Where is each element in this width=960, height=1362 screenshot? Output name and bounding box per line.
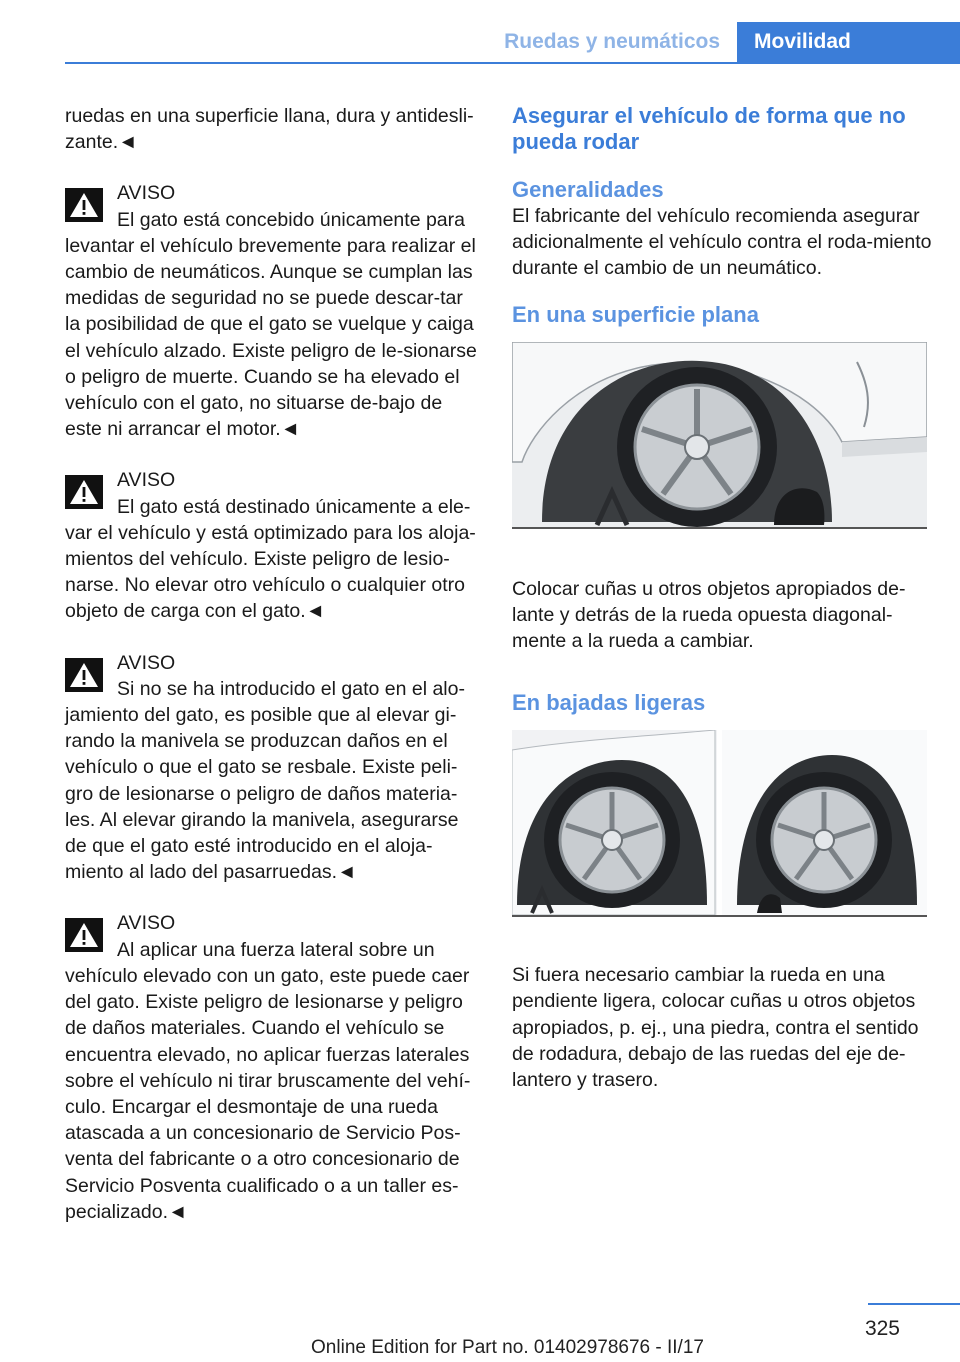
left-column [65,103,480,1225]
warning-block-2 [65,467,480,624]
generalidades-text: El fabricante del vehículo recomienda asegurar adicionalmente el vehículo contra el roda‐miento durante el cambio de un neumático. [512,205,932,280]
subheading-slope: En bajadas ligeras [512,690,706,716]
warning-icon [65,658,103,692]
warning-title: AVISO [117,912,176,935]
right-column [512,103,932,1093]
page-number: 325 [864,1317,900,1340]
warning-title: AVISO [117,469,176,492]
subheading-generalidades: Generalidades [512,177,664,202]
slope-text: Si fuera necesario cambiar la rueda en una pendiente ligera, colocar cuñas u otros objetos apropiados, p. ej., una piedra, contra el sentido de rodadura, debajo de las ruedas del eje de‐lantero y trasero. [512,964,919,1092]
warning-body: levantar el vehículo brevemente para realizar el cambio de neumáticos. Aunque se cumplan las medidas de seguridad no se puede descar‐tar la posibilidad de que el gato se vuelque y caiga el vehículo alzado. Existe peligro de le‐sionarse o peligro de muerte. Cuando se ha elevado el vehículo con el gato, no situarse de‐bajo de este ni arrancar el motor.◄ [65,234,477,441]
header-chapter-label: Movilidad [754,30,851,53]
slope-wheels-illustration [512,730,927,915]
warning-body: var el vehículo y está optimizado para los aloja‐mientos del vehículo. Existe peligro de lesio‐narse. No elevar otro vehículo o cualquier otro objeto de carga con el gato.◄ [65,521,476,623]
warning-icon [65,918,103,952]
header-rule [65,62,960,64]
intro-text: ruedas en una superficie llana, dura y antidesli‐zante.◄ [65,105,474,154]
edition-footer: Online Edition for Part no. 01402978676 - II/17 [311,1337,704,1358]
warning-icon [65,188,103,222]
car-wheel-illustration [512,342,927,527]
warning-body: vehículo elevado con un gato, este puede caer del gato. Existe peligro de lesionarse y peligro de daños materiales. Cuando el vehículo se encuentra elevado, no aplicar fuerzas laterales sobre el vehículo ni tirar bruscamente del vehí‐culo. Encargar el desmontaje de una rueda atascada a un concesionario de Servicio Pos‐venta del fabricante o a otro concesionario de Servicio Posventa cualificado o a un taller es‐pecializado.◄ [65,964,471,1223]
warning-first-line: Si no se ha introducido el gato en el alo‐ [117,677,465,700]
warning-title: AVISO [117,182,176,205]
figure-flat-surface [512,342,927,529]
warning-first-line: El gato está concebido únicamente para [117,208,465,231]
warning-body: jamiento del gato, es posible que al elevar gi‐rando la manivela se produzcan daños en el vehículo o que el gato se resbale. Existe peli‐gro de lesionarse o peligro de daños materia‐les. Al elevar girando la manivela, asegurarse de que el gato esté introducido en el aloja‐miento al lado del pasarruedas.◄ [65,704,459,884]
figure-slope [512,730,927,917]
header-section-title: Ruedas y neumáticos [504,30,720,53]
warning-first-line: Al aplicar una fuerza lateral sobre un [117,938,435,961]
flat-surface-text: Colocar cuñas u otros objetos apropiados de‐lante y detrás de la rueda opuesta diagonal‐mente a la rueda a cambiar. [512,577,906,653]
warning-block-1 [65,180,480,442]
header-chapter-tab [737,22,960,62]
warning-block-4 [65,910,480,1224]
page-number-rule [868,1303,960,1305]
subheading-flat-surface: En una superficie plana [512,301,759,327]
warning-first-line: El gato está destinado únicamente a ele‐ [117,495,471,518]
section-title: Asegurar el vehículo de forma que no pueda rodar [512,103,906,154]
warning-icon [65,475,103,509]
warning-block-3 [65,650,480,886]
warning-title: AVISO [117,651,176,674]
